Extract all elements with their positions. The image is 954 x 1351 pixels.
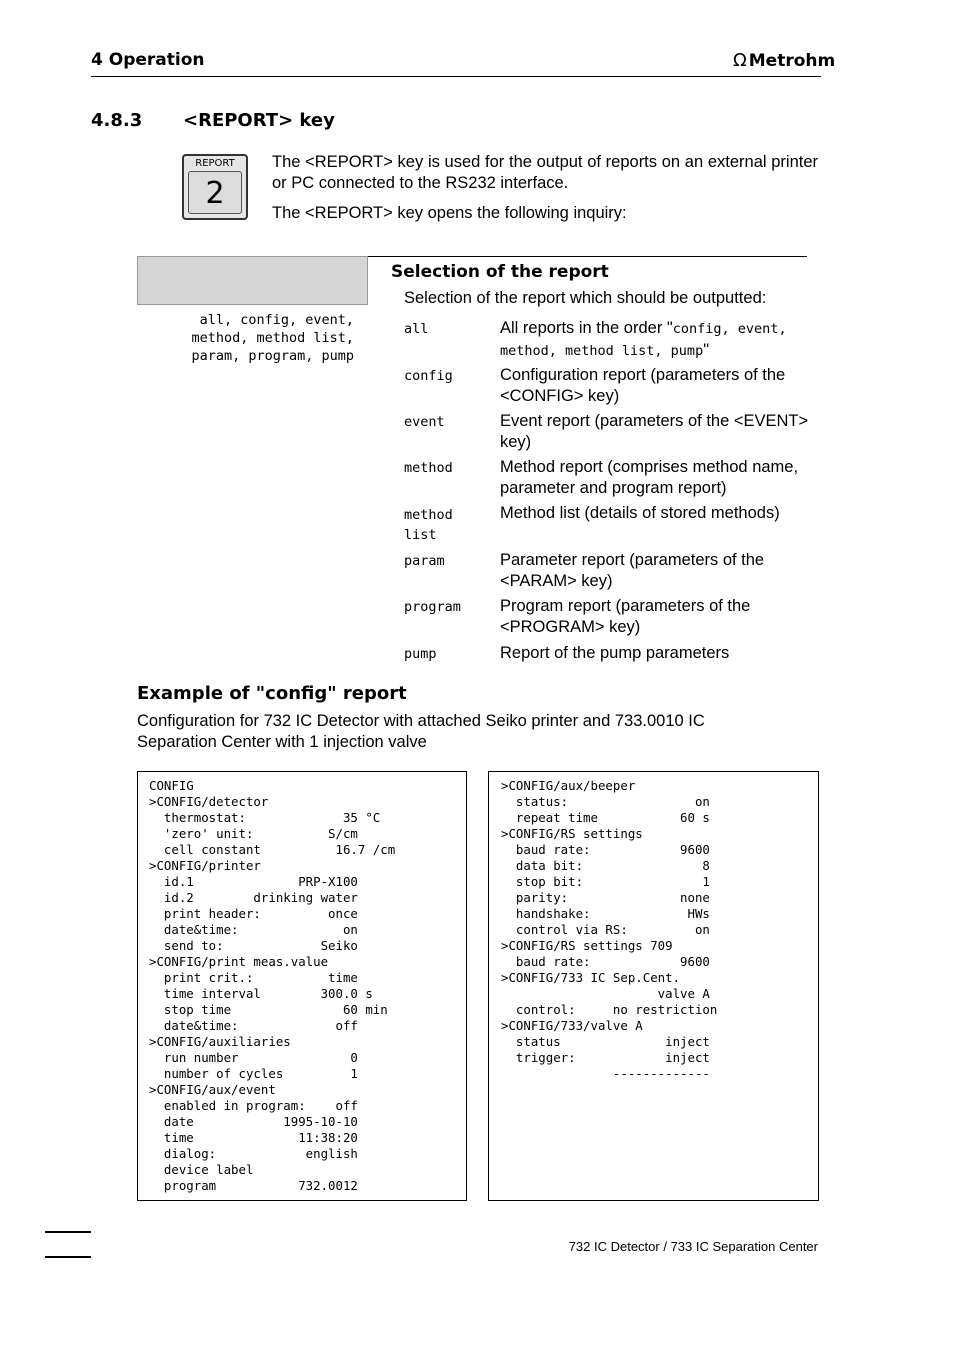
option-key-event: event [404, 414, 445, 430]
option-desc-text: " [703, 341, 710, 359]
section-number: 4.8.3 [91, 110, 143, 131]
selection-description: Selection of the report which should be outputted: [404, 289, 767, 307]
keycap-digit: 2 [205, 176, 225, 211]
option-key-all: all [404, 321, 429, 337]
option-key-pump: pump [404, 646, 437, 662]
options-line: all, config, event, [199, 312, 354, 328]
omega-icon: Ω [733, 50, 747, 71]
option-desc-mono: config, event, method, method list, pump [500, 321, 787, 359]
section-title [91, 110, 335, 131]
report-text-left: CONFIG >CONFIG/detector thermostat: 35 °C 'zero' unit: S/cm cell constant 16.7 /cm >CONFIG/printer id.1 PRP-X100 id.2 drinking water print header: once date&time: on send to: Seiko >CONFIG/print meas.value print crit.: time time interval 300.0 s stop time 60 min date&time: off >CONFIG/auxiliaries run number 0 number of cycles 1 >CONFIG/aux/event enabled in program: off date 1995-10-10 time 11:38:20 dialog: english device label program 732.0012 [149, 778, 396, 1193]
option-desc-method: Method report (comprises method name, parameter and program report) [500, 458, 799, 497]
option-key-method-list: method list [404, 507, 453, 543]
option-desc-all [500, 318, 818, 362]
option-desc-program: Program report (parameters of the <PROGRAM> key) [500, 597, 751, 636]
options-line: param, program, pump [191, 348, 354, 364]
selection-options [137, 311, 354, 365]
option-key-param: param [404, 553, 445, 569]
option-key-method: method [404, 460, 453, 476]
config-report-left [137, 771, 467, 1201]
intro-inquiry: The <REPORT> key opens the following inquiry: [272, 204, 627, 222]
option-desc-event: Event report (parameters of the <EVENT> key) [500, 412, 809, 451]
section-name: <REPORT> key [183, 110, 335, 131]
intro-paragraph: The <REPORT> key is used for the output of reports on an external printer or PC connected to the RS232 interface. [272, 153, 818, 192]
footer-text: 732 IC Detector / 733 IC Separation Center [568, 1239, 818, 1254]
report-key-icon [182, 154, 248, 220]
footer-rule [45, 1256, 91, 1258]
chapter-heading: 4 Operation [91, 50, 205, 70]
brand-name: Metrohm [748, 50, 836, 71]
selection-title: Selection of the report [391, 262, 609, 282]
option-desc-param: Parameter report (parameters of the <PARAM> key) [500, 551, 765, 590]
example-title: Example of "config" report [137, 683, 407, 704]
option-key-program: program [404, 599, 461, 615]
footer-rule [45, 1231, 91, 1233]
option-desc-pump: Report of the pump parameters [500, 644, 730, 662]
option-desc-text: All reports in the order " [500, 319, 673, 337]
keycap-label: REPORT [195, 158, 235, 169]
options-line: method, method list, [191, 330, 354, 346]
report-text-right: >CONFIG/aux/beeper status: on repeat time 60 s >CONFIG/RS settings baud rate: 9600 data bit: 8 stop bit: 1 parity: none handshake: HWs control via RS: on >CONFIG/RS settings 709 baud rate: 9600 >CONFIG/733 IC Sep.Cent. valve A control: no restriction >CONFIG/733/valve A status inject trigger: inject ------------- [501, 778, 718, 1081]
brand-logo [733, 50, 835, 71]
display-box [137, 256, 368, 305]
header-rule [91, 76, 821, 77]
config-report-right [488, 771, 819, 1201]
example-description: Configuration for 732 IC Detector with attached Seiko printer and 733.0010 IC Separation Center with 1 injection valve [137, 712, 705, 751]
selection-rule [368, 256, 807, 257]
option-desc-config: Configuration report (parameters of the <CONFIG> key) [500, 366, 786, 405]
option-desc-method-list: Method list (details of stored methods) [500, 504, 780, 522]
option-key-config: config [404, 368, 453, 384]
